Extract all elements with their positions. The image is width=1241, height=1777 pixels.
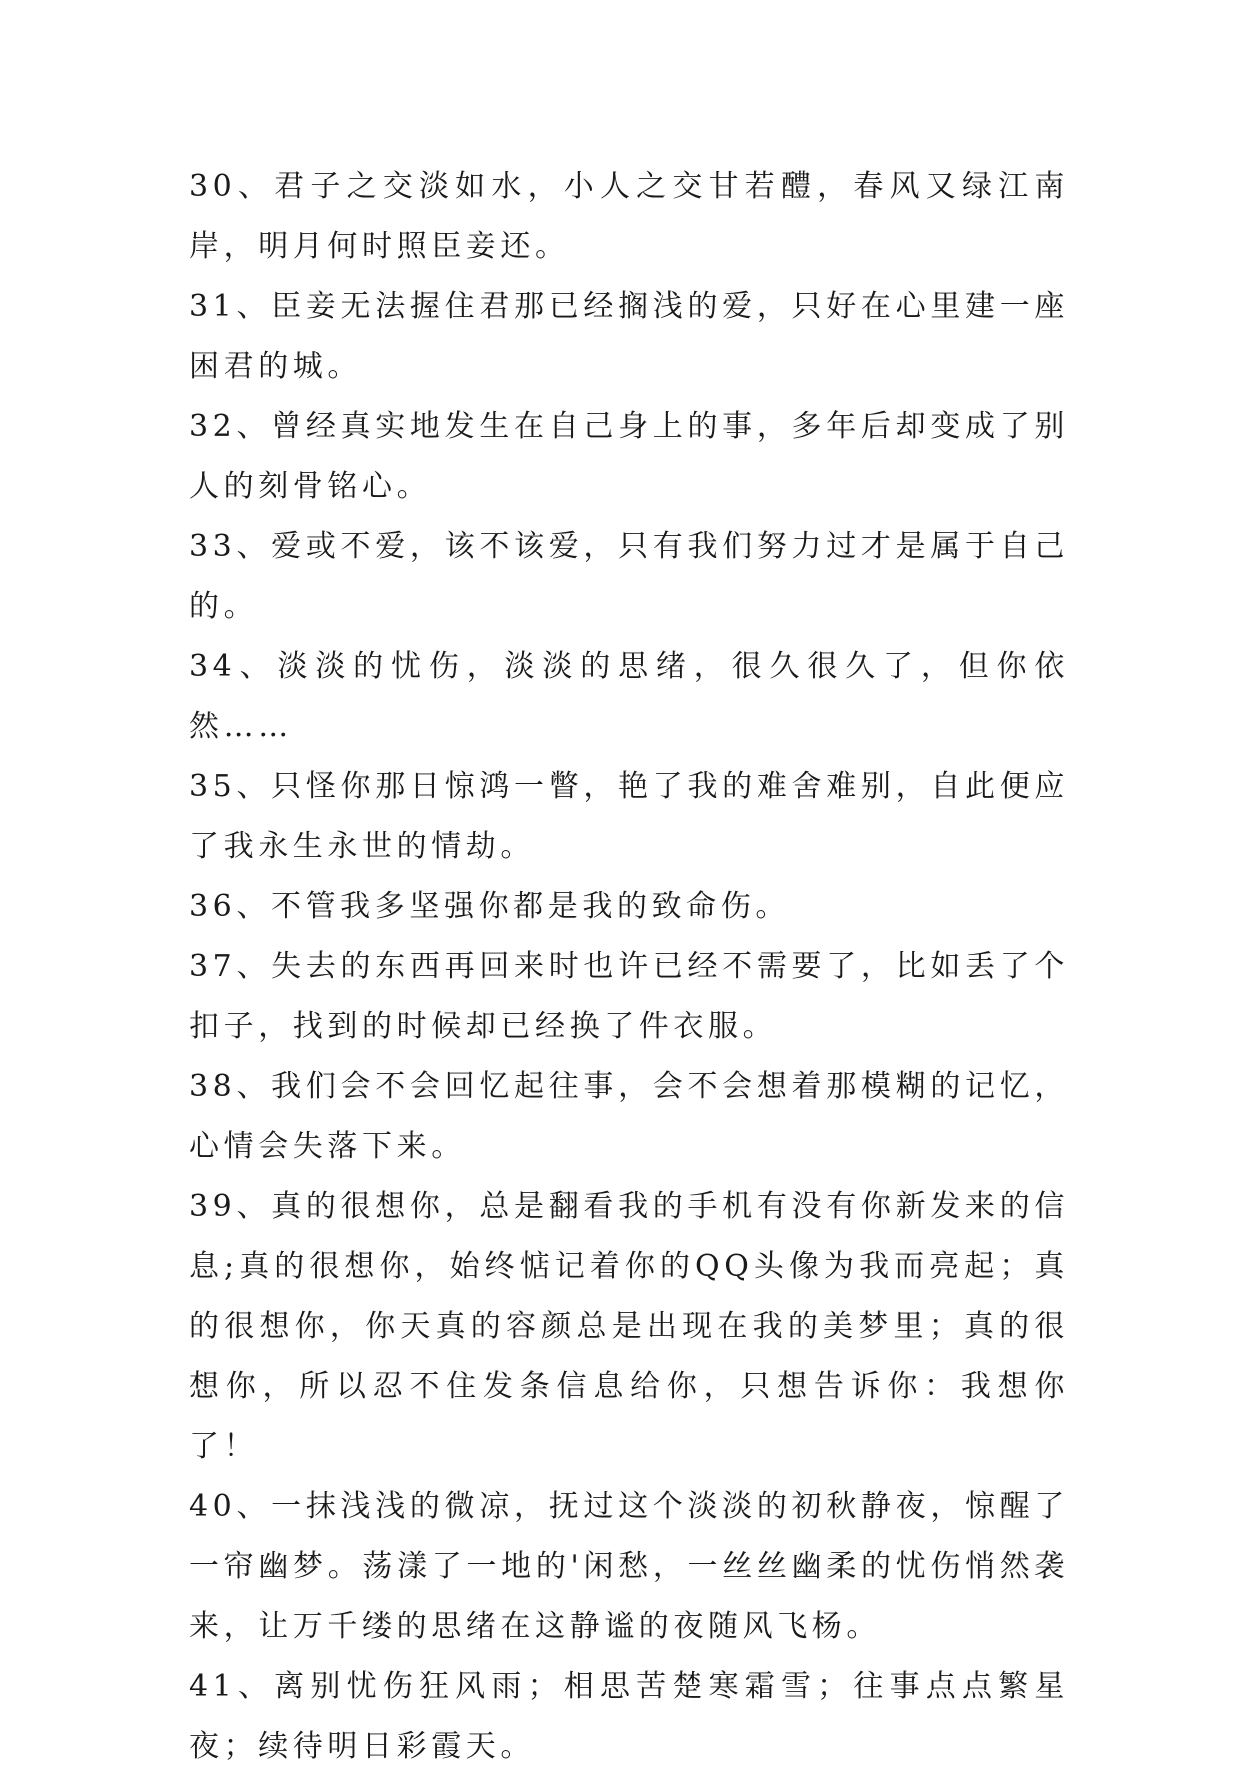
quote-entry-30: 30、君子之交淡如水，小人之交甘若醴，春风又绿江南岸，明月何时照臣妾还。 [189,169,1069,264]
quote-entry-37: 37、失去的东西再回来时也许已经不需要了，比如丢了个扣子，找到的时候却已经换了件衣服。 [189,949,1069,1044]
quote-entry-41: 41、离别忧伤狂风雨；相思苦楚寒霜雪；往事点点繁星夜；续待明日彩霞天。 [189,1669,1069,1764]
quote-entry-38: 38、我们会不会回忆起往事，会不会想着那模糊的记忆，心情会失落下来。 [189,1069,1069,1164]
quote-entry-32: 32、曾经真实地发生在自己身上的事，多年后却变成了别人的刻骨铭心。 [189,409,1069,504]
document-body [189,157,1069,1777]
quote-entry-31: 31、臣妾无法握住君那已经搁浅的爱，只好在心里建一座困君的城。 [189,289,1069,384]
quote-entry-34: 34、淡淡的忧伤，淡淡的思绪，很久很久了，但你依然…… [189,649,1069,744]
quote-entry-36: 36、不管我多坚强你都是我的致命伤。 [189,889,790,924]
quote-entry-40: 40、一抹浅浅的微凉，抚过这个淡淡的初秋静夜，惊醒了一帘幽梦。荡漾了一地的'闲愁，一丝丝幽柔的忧伤悄然袭来，让万千缕的思绪在这静谧的夜随风飞杨。 [189,1489,1069,1644]
quote-entry-35: 35、只怪你那日惊鸿一瞥，艳了我的难舍难别，自此便应了我永生永世的情劫。 [189,769,1069,864]
quote-entry-33: 33、爱或不爱，该不该爱，只有我们努力过才是属于自己的。 [189,529,1069,624]
quote-entry-39: 39、真的很想你，总是翻看我的手机有没有你新发来的信息;真的很想你，始终惦记着你的QQ头像为我而亮起；真的很想你，你天真的容颜总是出现在我的美梦里；真的很想你，所以忍不住发条信息给你，只想告诉你：我想你了！ [189,1189,1069,1464]
